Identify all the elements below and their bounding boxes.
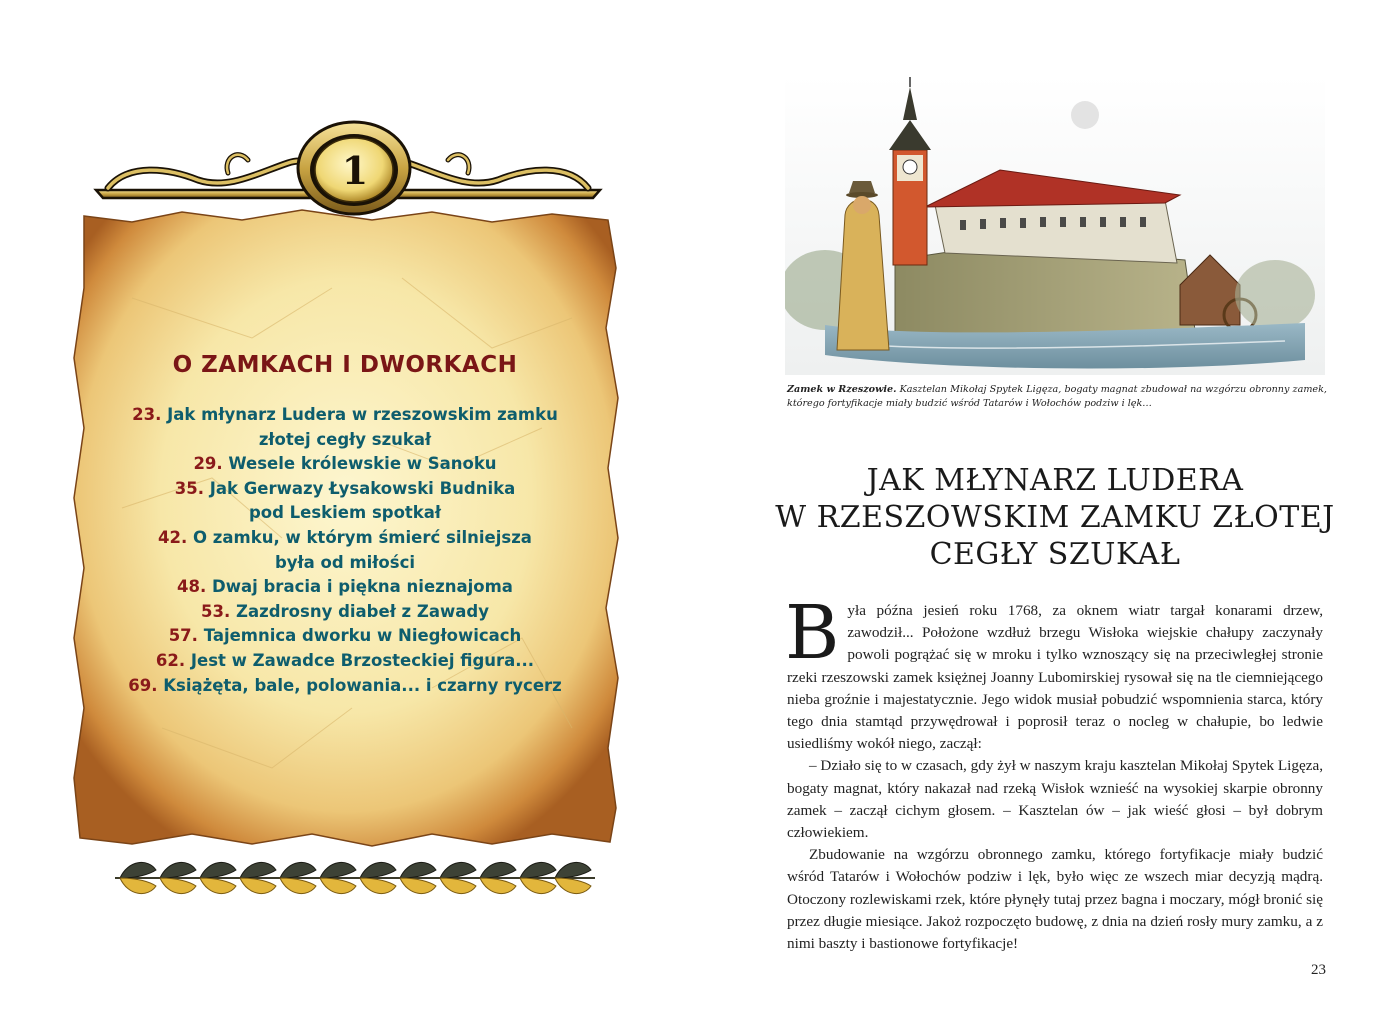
toc-item[interactable]: [110, 452, 580, 477]
toc-item-title: Zazdrosny diabeł z Zawady: [236, 601, 489, 621]
toc-item-title-continued: pod Leskiem spotkał: [248, 503, 442, 523]
toc-item-title: O zamku, w którym śmierć silniejsza: [193, 527, 532, 547]
illustration-caption: [787, 383, 1327, 411]
leaf-garland-ornament: [110, 852, 600, 900]
page-number: 23: [1311, 962, 1326, 978]
story-paragraph-text: yła późna jesień roku 1768, za oknem wiatr targał konarami drzew, zawodził... Położone wzdłuż brzegu Wisłoka wiejskie chałupy zaczynały powoli pogrążać się w mroku i tylko wznoszący się na przeciwległej stronie rzeki rzeszowski zamek księżnej Joanny Lubomirskiej rysował się na tle ciemniejącego nieba groźnie i majestatycznie. Jego widok musiał pobudzić wspomnienia starca, który tego dnia stamtąd przywędrował i poprosił teraz o nocleg w chałupie, bo ledwie usiedliśmy wokół niego, zaczął:: [787, 602, 1323, 753]
toc-item[interactable]: [110, 477, 580, 526]
toc-page-number: 48.: [177, 577, 207, 597]
story-body: [785, 590, 1323, 955]
toc-page-number: 35.: [174, 478, 204, 498]
toc-page-number: 69.: [128, 675, 158, 695]
story-title-line: CEGŁY SZUKAŁ: [929, 537, 1181, 572]
toc-item-title-continued: była od miłości: [274, 552, 416, 572]
story-paragraph: – Działo się to w czasach, gdy żył w naszym kraju kasztelan Mikołaj Spytek Ligęza, bogaty magnat, który nakazał nad rzeką Wisłok wznieść na wysokiej skarpie obronny zamek – zaczął cichym głosem. – Kasztelan ów – jak wieść głosi – był dobrym człowiekiem.: [787, 757, 1323, 842]
table-of-contents: [110, 403, 580, 698]
toc-item-title: Wesele królewskie w Sanoku: [228, 454, 497, 474]
chapter-title: O ZAMKACH I DWORKACH: [172, 352, 518, 378]
toc-item-title-continued: złotej cegły szukał: [258, 429, 432, 449]
story-title: [770, 462, 1340, 573]
caption-lead: Zamek w Rzeszowie.: [787, 384, 897, 395]
toc-item[interactable]: [110, 575, 580, 600]
toc-page-number: 53.: [201, 601, 231, 621]
toc-item-title: Jak młynarz Ludera w rzeszowskim zamku: [167, 405, 558, 424]
story-paragraph: Zbudowanie na wzgórzu obronnego zamku, którego fortyfikacje miały budzić wśród Tatarów i Wołochów podziw i lęk, było więc ze wszech miar decyzją mądrą. Otoczony rozlewiskami rzek, które płynęły tutaj przez bagna i moczary, mógł bronić się przez długie miesiące. Jakoż rozpoczęto budowę, z dnia na dzień rosły mury zamku, a z nimi baszty i bastionowe fortyfikacje!: [787, 846, 1323, 953]
toc-item[interactable]: [110, 674, 580, 699]
toc-item-title: Jest w Zawadce Brzosteckiej figura...: [190, 650, 535, 670]
story-title-line: JAK MŁYNARZ LUDERA: [866, 463, 1244, 498]
toc-item-title: Jak Gerwazy Łysakowski Budnika: [209, 478, 516, 498]
toc-page-number: 57.: [168, 626, 198, 646]
toc-item-title: Książęta, bale, polowania... i czarny rycerz: [163, 675, 562, 695]
caption-text: Kasztelan Mikołaj Spytek Ligęza, bogaty magnat zbudował na wzgórzu obronny zamek, którego fortyfikacje miały budzić wśród Tatarów i Wołochów podziw i lęk…: [787, 384, 1327, 409]
toc-item[interactable]: [110, 600, 580, 625]
toc-item-title: Tajemnica dworku w Niegłowicach: [203, 626, 522, 646]
toc-page-number: 42.: [158, 527, 188, 547]
toc-item[interactable]: [110, 649, 580, 674]
toc-page-number: 23.: [132, 405, 162, 424]
chapter-number: 1: [341, 148, 369, 193]
toc-item[interactable]: [110, 403, 580, 452]
castle-illustration: [785, 75, 1325, 375]
toc-item[interactable]: [110, 624, 580, 649]
drop-cap: B: [785, 590, 840, 676]
story-title-line: W RZESZOWSKIM ZAMKU ZŁOTEJ: [775, 500, 1335, 535]
story-paragraph: [785, 590, 1323, 755]
toc-item-title: Dwaj bracia i piękna nieznajoma: [212, 577, 513, 597]
toc-page-number: 29.: [193, 454, 223, 474]
toc-item[interactable]: [110, 526, 580, 575]
toc-page-number: 62.: [155, 650, 186, 670]
